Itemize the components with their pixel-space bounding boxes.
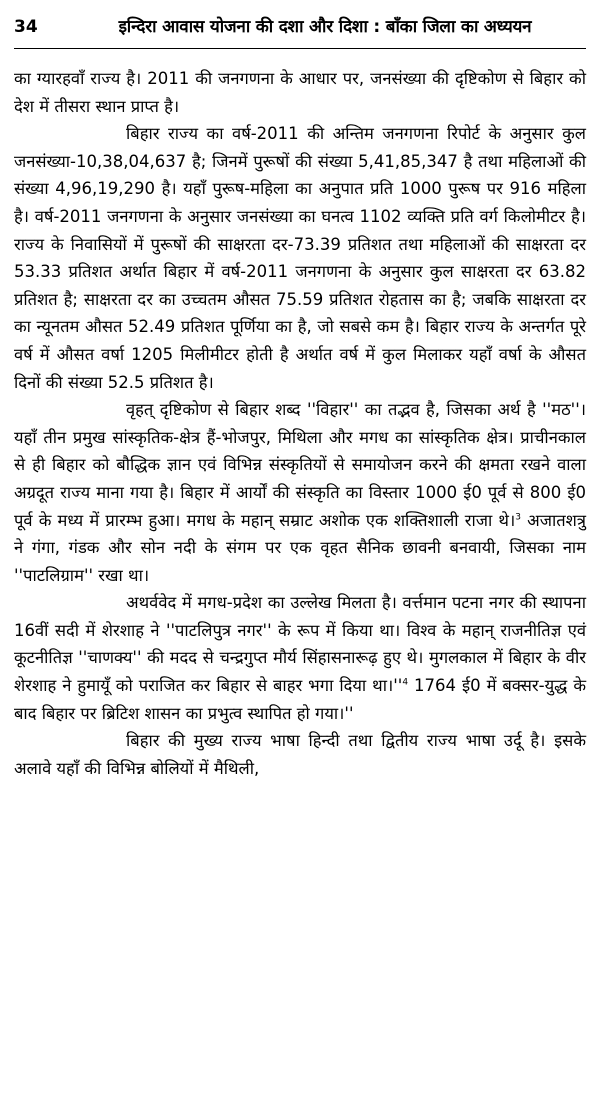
paragraph: बिहार राज्य का वर्ष-2011 की अन्तिम जनगणना रिपोर्ट के अनुसार कुल जनसंख्या-10,38,04,637 है; जिनमें पुरूषों की संख्या 5,41,85,347 है तथा महिलाओं की संख्या 4,96,19,290 है। यहाँ पुरूष-महिला का अनुपात प्रति 1000 पुरूष पर 916 महिला है। वर्ष-2011 जनगणना के अनुसार जनसंख्या का घनत्व 1102 व्यक्ति प्रति वर्ग किलोमीटर है। राज्य के निवासियों में पुरूषों की साक्षरता दर-73.39 प्रतिशत तथा महिलाओं की साक्षरता दर 53.33 प्रतिशत अर्थात बिहार में वर्ष-2011 जनगणना के अनुसार कुल साक्षरता दर 63.82 प्रतिशत है; साक्षरता दर का उच्चतम औसत 75.59 प्रतिशत रोहतास का है; जबकि साक्षरता दर का न्यूनतम औसत 52.49 प्रतिशत पूर्णिया का है, जो सबसे कम है। बिहार राज्य के अन्तर्गत पूरे वर्ष में औसत वर्षा 1205 मिलीमीटर होती है अर्थात वर्ष में कुल मिलाकर यहाँ वर्षा के औसत दिनों की संख्या 52.5 प्रतिशत है। <box>14 124 586 392</box>
running-header <box>14 14 586 49</box>
running-title: इन्दिरा आवास योजना की दशा और दिशा : बाँका जिला का अध्ययन <box>118 17 532 37</box>
paragraph-text: वृहत् दृष्टिकोण से बिहार शब्द ''विहार'' का तद्भव है, जिसका अर्थ है ''मठ''। यहाँ तीन प्रमुख सांस्कृतिक-क्षेत्र हैं-भोजपुर, मिथिला और मगध का सांस्कृतिक क्षेत्र। प्राचीनकाल से ही बिहार को बौद्धिक ज्ञान एवं विभिन्न संस्कृतियों से समायोजन करने की क्षमता रखने वाला अग्रदूत राज्य माना गया है। बिहार में आर्यों की संस्कृति का विस्तार 1000 ई0 पूर्व से 800 ई0 पूर्व के मध्य में प्रारम्भ हुआ। मगध के महान् सम्राट अशोक एक शक्तिशाली राजा थे। <box>14 400 586 530</box>
paragraph <box>14 396 586 589</box>
paragraph-text: अजातशत्रु ने गंगा, गंडक और सोन नदी के संगम पर एक वृहत सैनिक छावनी बनवायी, जिसका नाम ''पाटलिग्राम'' रखा था। <box>14 510 586 585</box>
footnote-marker: 4 <box>402 677 409 688</box>
paragraph: बिहार की मुख्य राज्य भाषा हिन्दी तथा द्वितीय राज्य भाषा उर्दू है। इसके अलावे यहाँ की विभिन्न बोलियों में मैथिली, <box>14 731 586 778</box>
paragraph-text: 1764 ई0 में बक्सर-युद्ध के बाद बिहार पर ब्रिटिश शासन का प्रभुत्व स्थापित हो गया।'' <box>14 676 587 723</box>
body-text <box>14 65 586 782</box>
paragraph <box>14 589 586 727</box>
footnote-marker: 3 <box>515 512 521 522</box>
paragraph: का ग्यारहवाँ राज्य है। 2011 की जनगणना के आधार पर, जनसंख्या की दृष्टिकोण से बिहार को देश में तीसरा स्थान प्राप्त है। <box>14 69 586 116</box>
page-number: 34 <box>14 17 38 37</box>
paragraph-text: अथर्ववेद में मगध-प्रदेश का उल्लेख मिलता है। वर्त्तमान पटना नगर की स्थापना 16वीं सदी में शेरशाह ने ''पाटलिपुत्र नगर'' के रूप में किया था। विश्व के महान् राजनीतिज्ञ एवं कूटनीतिज्ञ ''चाणक्य'' की मदद से चन्द्रगुप्त मौर्य सिंहासनारूढ़ हुए थे। मुगलकाल में बिहार के वीर शेरशाह ने हुमायूँ को पराजित कर बिहार से बाहर भगा दिया था।'' <box>14 593 586 696</box>
